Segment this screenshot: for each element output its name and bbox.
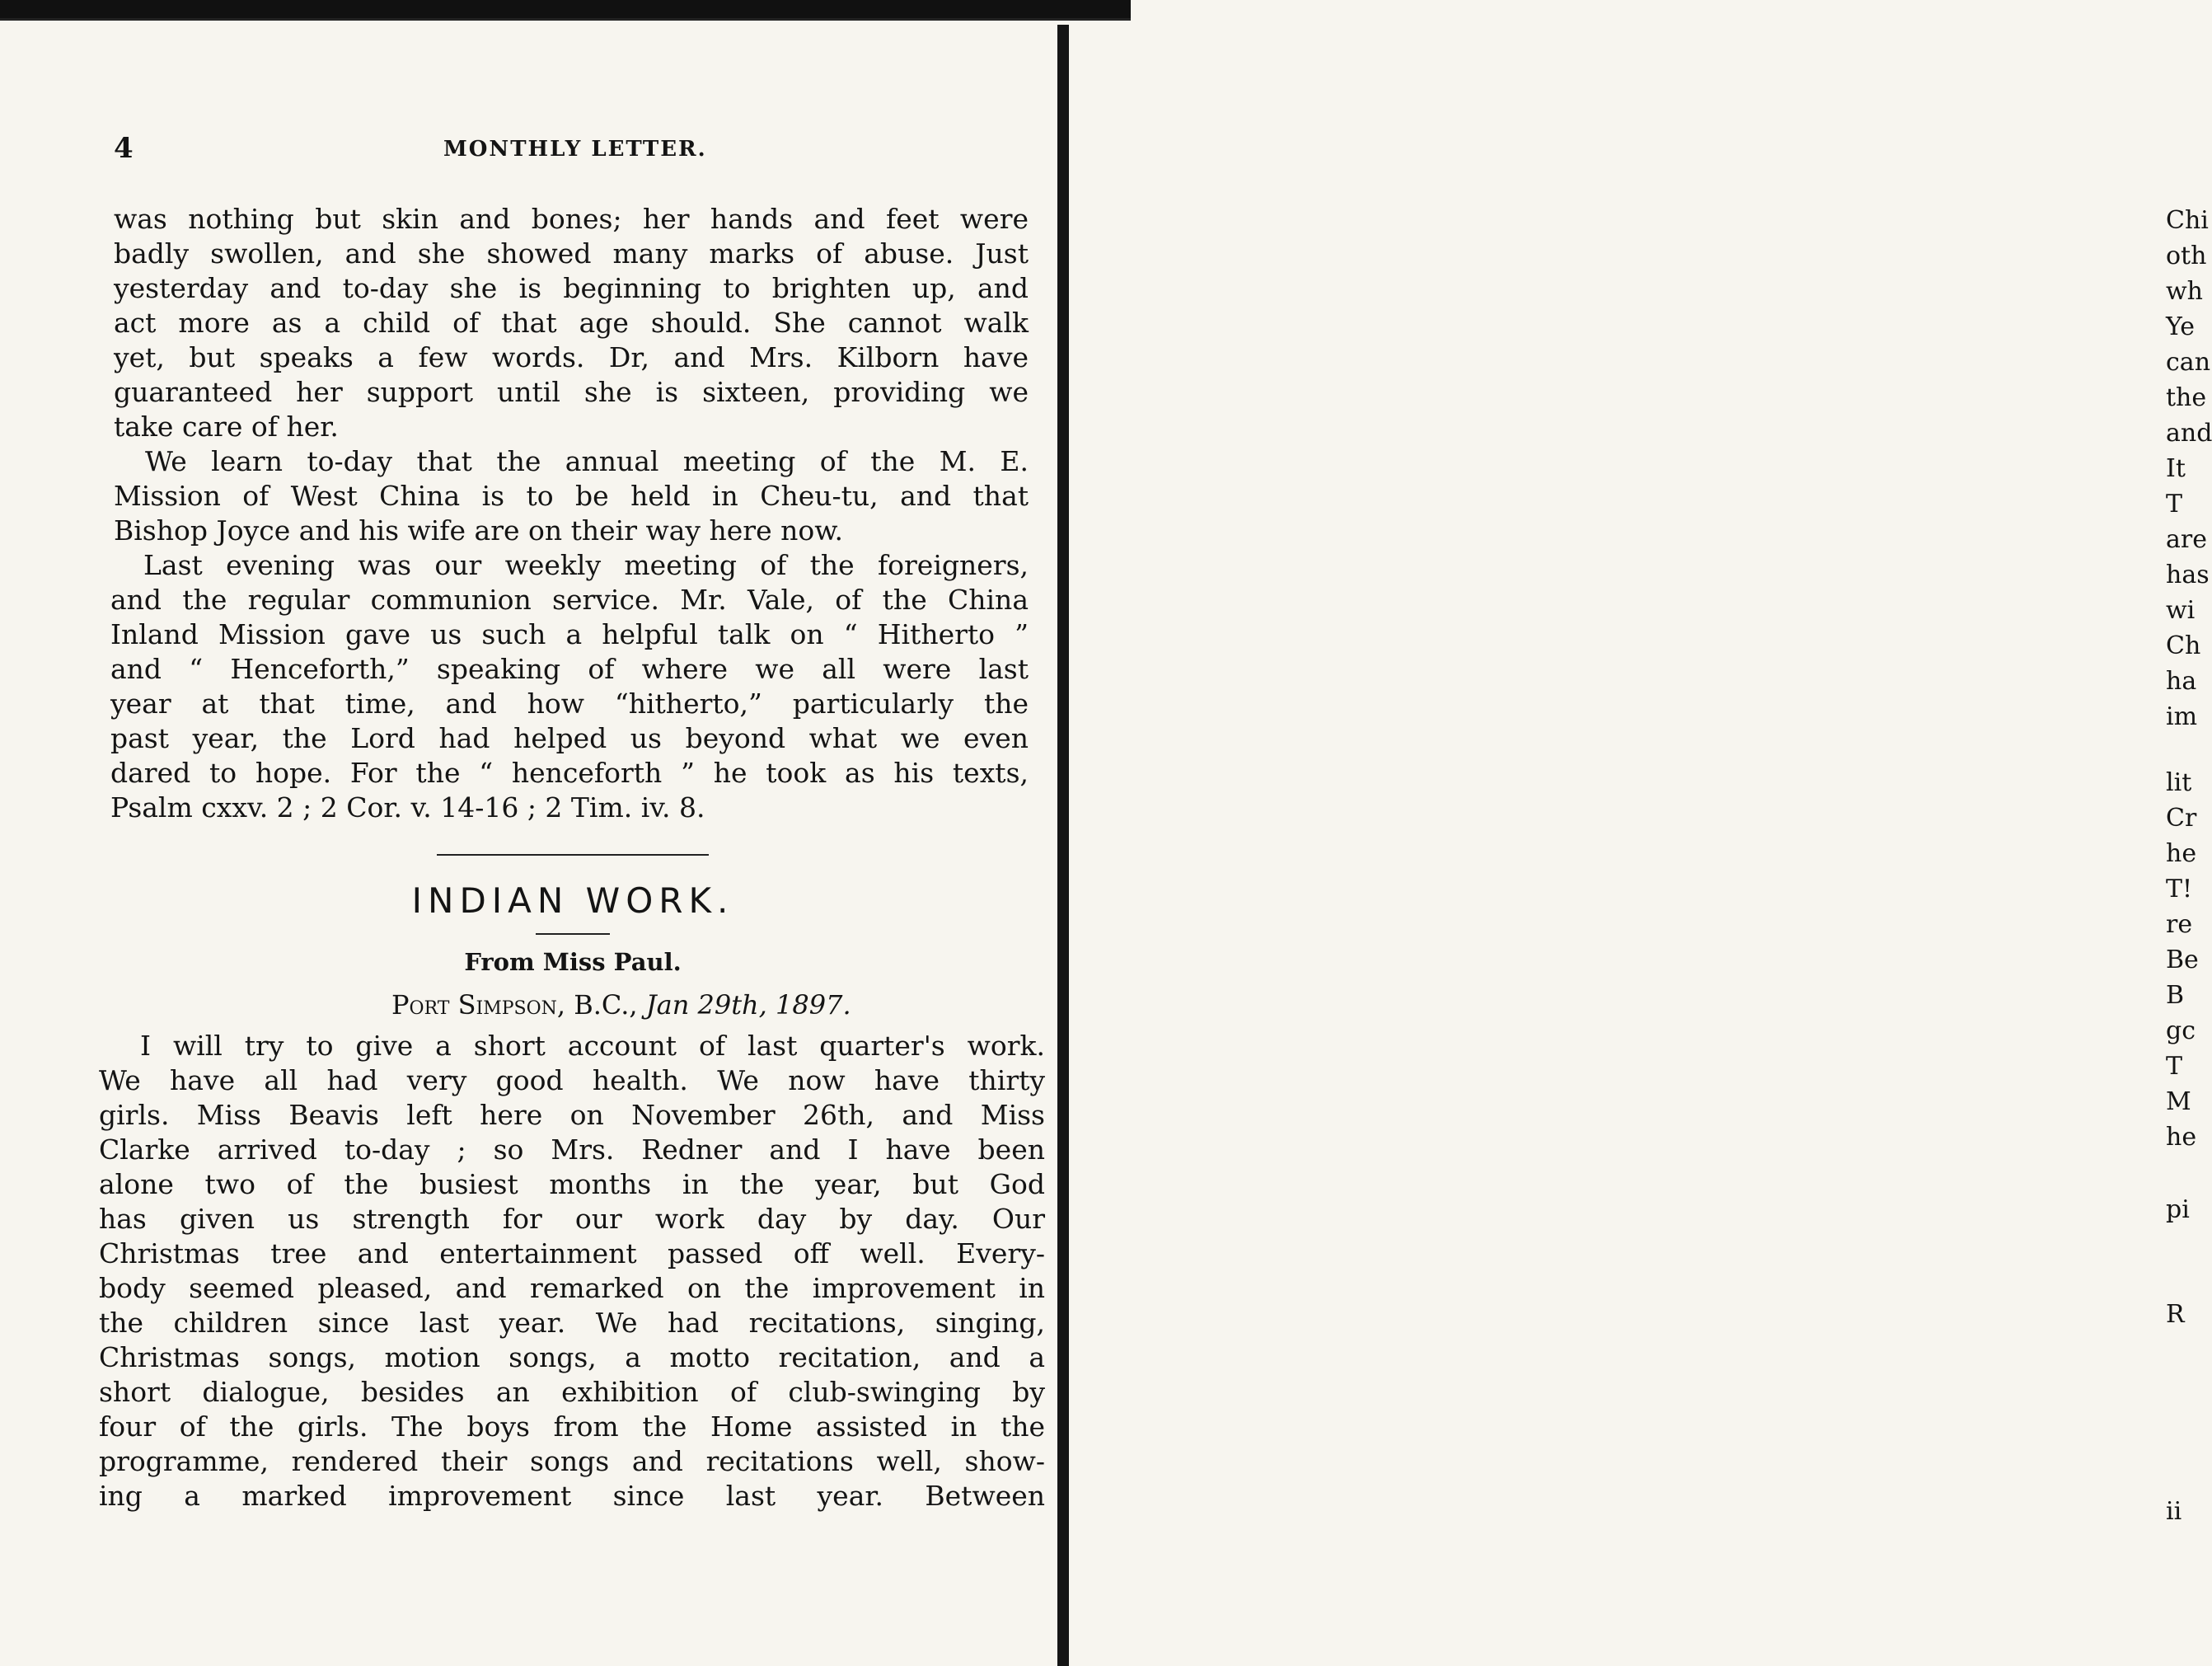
- text-line: take care of her.: [114, 411, 339, 443]
- text-line: past year, the Lord had helped us beyond what we even: [110, 722, 1029, 754]
- section-divider: [437, 854, 709, 856]
- fragment: im: [2166, 702, 2198, 731]
- title-underline: [536, 933, 610, 935]
- text-line: and the regular communion service. Mr. Vale, of the China: [110, 584, 1029, 616]
- text-line: yet, but speaks a few words. Dr, and Mrs. Kilborn have: [114, 341, 1029, 373]
- text-line: the children since last year. We had recitations, singing,: [99, 1307, 1045, 1339]
- fragment: ha: [2166, 667, 2197, 696]
- text-line: We have all had very good health. We now have thirty: [99, 1064, 1045, 1096]
- fragment: re: [2166, 910, 2193, 939]
- text-line: Mission of West China is to be held in Cheu-tu, and that: [114, 480, 1029, 512]
- fragment: Chi: [2166, 206, 2209, 235]
- page-column: [99, 0, 1047, 1666]
- text-line: Psalm cxxv. 2 ; 2 Cor. v. 14-16 ; 2 Tim. iv. 8.: [110, 791, 705, 824]
- dateline-date: Jan 29th, 1897.: [645, 989, 851, 1021]
- fragment: M: [2166, 1087, 2191, 1116]
- text-line: guaranteed her support until she is sixteen, providing we: [114, 376, 1029, 408]
- text-line: Christmas tree and entertainment passed off well. Every-: [99, 1237, 1045, 1269]
- section-title: INDIAN WORK.: [411, 880, 734, 921]
- fragment: Be: [2166, 946, 2199, 974]
- fragment: lit: [2166, 768, 2192, 797]
- text-line: ing a marked improvement since last year. Between: [99, 1480, 1045, 1512]
- text-line: act more as a child of that age should. She cannot walk: [114, 307, 1029, 339]
- letter-dateline: [391, 989, 851, 1021]
- running-head: MONTHLY LETTER.: [443, 137, 707, 162]
- text-line: badly swollen, and she showed many marks of abuse. Just: [114, 237, 1029, 270]
- fragment: he: [2166, 839, 2197, 868]
- letter-byline: From Miss Paul.: [464, 948, 682, 976]
- text-line: Bishop Joyce and his wife are on their way here now.: [114, 514, 844, 547]
- text-line: Last evening was our weekly meeting of the foreigners,: [143, 549, 1029, 581]
- text-line: has given us strength for our work day by day. Our: [99, 1203, 1045, 1235]
- fragment: and: [2166, 419, 2212, 448]
- text-line: body seemed pleased, and remarked on the improvement in: [99, 1272, 1045, 1304]
- fragment: pi: [2166, 1195, 2190, 1224]
- fragment: has: [2166, 561, 2210, 589]
- letter-body: [99, 1029, 1045, 1513]
- fragment: he: [2166, 1123, 2197, 1152]
- text-line: We learn to-day that the annual meeting of the M. E.: [145, 445, 1029, 477]
- fragment: T!: [2166, 875, 2193, 903]
- text-line: alone two of the busiest months in the year, but God: [99, 1168, 1045, 1200]
- text-line: was nothing but skin and bones; her hands and feet were: [114, 203, 1029, 235]
- intro-paragraph: [114, 202, 1029, 444]
- text-line: girls. Miss Beavis left here on November 26th, and Miss: [99, 1099, 1045, 1131]
- fragment: are: [2166, 525, 2207, 554]
- fragment: B: [2166, 981, 2185, 1010]
- fragment: Cr: [2166, 804, 2197, 833]
- fragment: wi: [2166, 596, 2196, 625]
- fragment: Ch: [2166, 631, 2201, 660]
- paragraph-communion-service: [110, 548, 1029, 825]
- adjacent-page-fragments: [1080, 0, 2212, 1666]
- text-line: Christmas songs, motion songs, a motto recitation, and a: [99, 1341, 1045, 1373]
- fragment: T: [2166, 1052, 2183, 1081]
- fragment: T: [2166, 490, 2183, 519]
- fragment: the: [2166, 383, 2207, 412]
- fragment: wh: [2166, 277, 2203, 306]
- text-line: four of the girls. The boys from the Home assisted in the: [99, 1410, 1045, 1443]
- text-line: Clarke arrived to-day ; so Mrs. Redner and I have been: [99, 1133, 1045, 1166]
- text-line: I will try to give a short account of last quarter's work.: [140, 1030, 1045, 1062]
- gutter-rule: [1057, 25, 1069, 1666]
- fragment: R: [2166, 1300, 2185, 1329]
- fragment: oth: [2166, 242, 2207, 270]
- text-line: short dialogue, besides an exhibition of club-swinging by: [99, 1376, 1045, 1408]
- fragment: gc: [2166, 1016, 2196, 1045]
- paragraph-mission-meeting: [114, 444, 1029, 548]
- fragment: It: [2166, 454, 2186, 483]
- text-line: Inland Mission gave us such a helpful talk on “ Hitherto ”: [110, 618, 1029, 650]
- fragment: Ye: [2166, 312, 2195, 341]
- text-line: dared to hope. For the “ henceforth ” he took as his texts,: [110, 757, 1029, 789]
- text-line: programme, rendered their songs and recitations well, show-: [99, 1445, 1045, 1477]
- text-line: year at that time, and how “hitherto,” particularly the: [110, 688, 1029, 720]
- page-header: [114, 132, 1029, 173]
- text-line: and “ Henceforth,” speaking of where we all were last: [110, 653, 1029, 685]
- page-number: 4: [114, 132, 134, 165]
- fragment: ii: [2166, 1497, 2182, 1526]
- dateline-place: Port Simpson, B.C.,: [391, 989, 638, 1021]
- text-line: yesterday and to-day she is beginning to brighten up, and: [114, 272, 1029, 304]
- fragment: can: [2166, 348, 2211, 377]
